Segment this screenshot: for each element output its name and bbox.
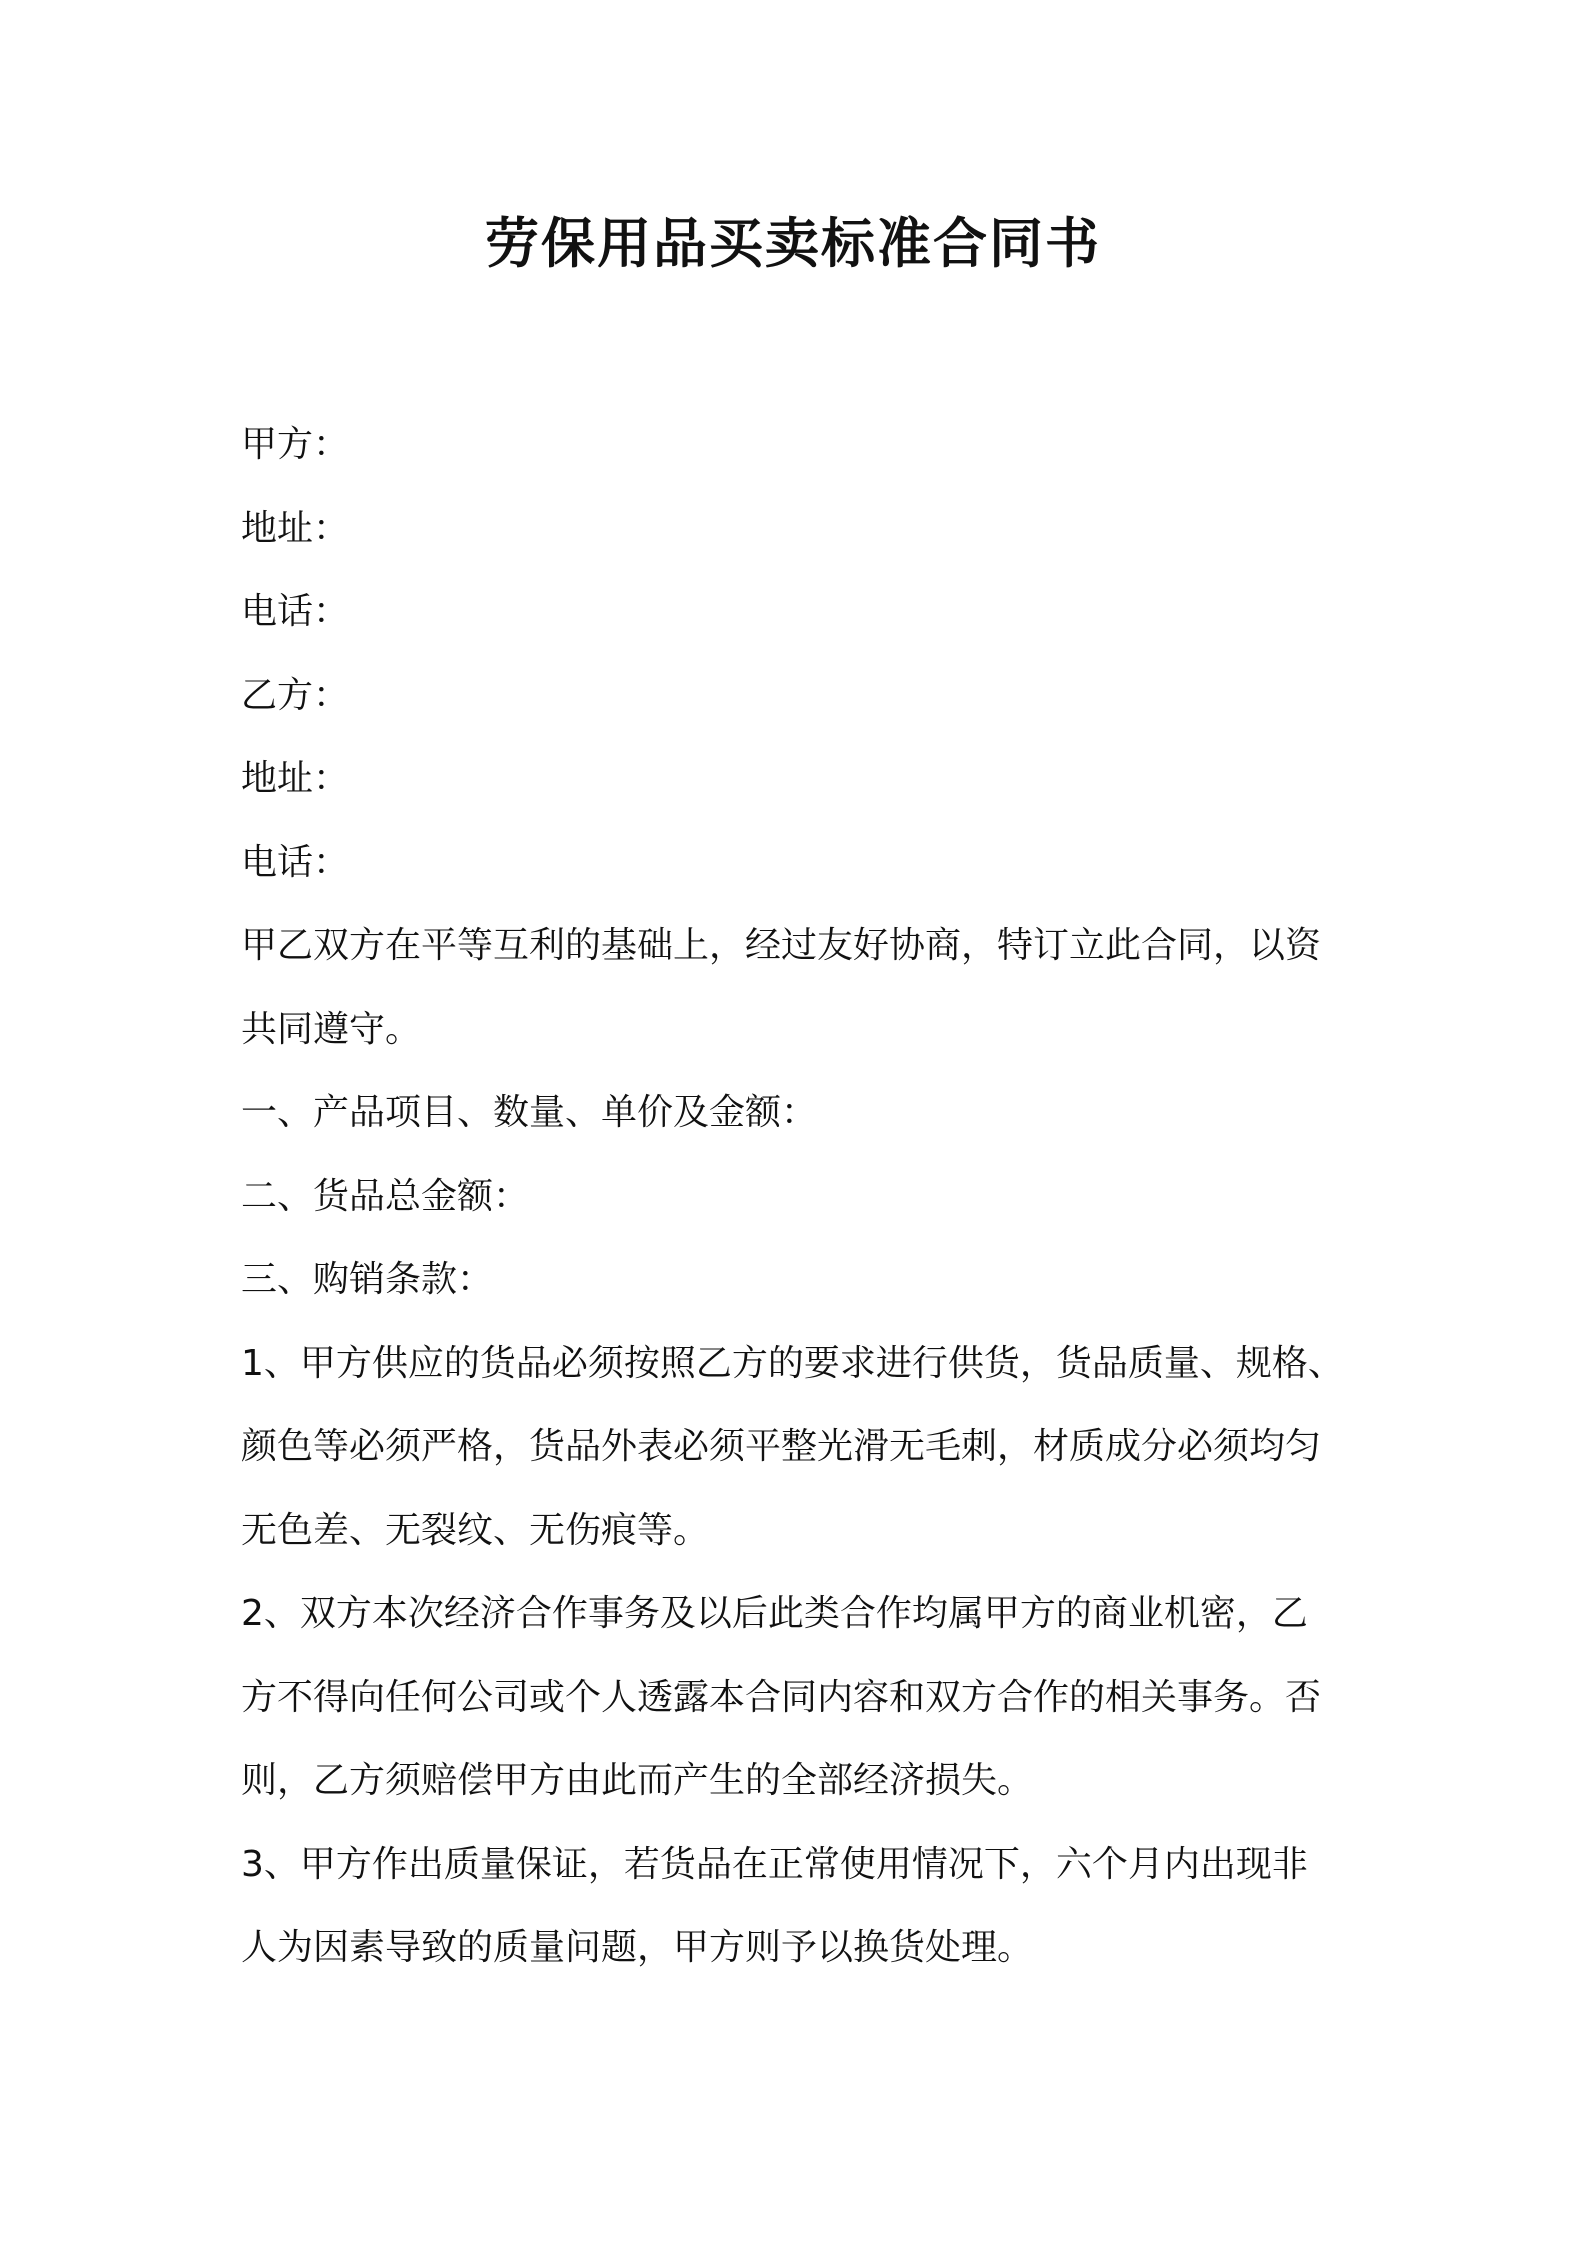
document-title: 劳保用品买卖标准合同书 <box>485 212 1101 275</box>
clause-3-line-2: 人为因素导致的质量问题，甲方则予以换货处理。 <box>241 1927 1034 1968</box>
clause-1-line-2: 颜色等必须严格，货品外表必须平整光滑无毛刺，材质成分必须均匀 <box>241 1426 1322 1467</box>
preamble-line-2: 共同遵守。 <box>241 1008 422 1050</box>
document-body <box>241 403 1371 1990</box>
clause-3-line-1: 3、甲方作出质量保证，若货品在正常使用情况下，六个月内出现非 <box>241 1843 1308 1885</box>
clause-2-line-2: 方不得向任何公司或个人透露本合同内容和双方合作的相关事务。否 <box>241 1676 1322 1718</box>
party-a-label: 甲方： <box>241 424 350 465</box>
preamble-line-1: 甲乙双方在平等互利的基础上，经过友好协商，特订立此合同，以资 <box>241 925 1322 966</box>
clause-1-line-1: 1、甲方供应的货品必须按照乙方的要求进行供货，货品质量、规格、 <box>241 1342 1344 1384</box>
clause-2-line-1: 2、双方本次经济合作事务及以后此类合作均属甲方的商业机密，乙 <box>241 1593 1308 1634</box>
clause-1-line-3: 无色差、无裂纹、无伤痕等。 <box>241 1509 710 1551</box>
party-b-address-label: 地址： <box>241 758 350 799</box>
party-b-phone-label: 电话： <box>241 841 350 883</box>
section-1-heading: 一、产品项目、数量、单价及金额： <box>241 1092 818 1133</box>
clause-2-line-3: 则，乙方须赔偿甲方由此而产生的全部经济损失。 <box>241 1760 1034 1801</box>
party-a-phone-label: 电话： <box>241 591 350 632</box>
section-3-heading: 三、购销条款： <box>241 1259 494 1300</box>
section-2-heading: 二、货品总金额： <box>241 1175 530 1217</box>
party-b-label: 乙方： <box>241 674 350 716</box>
party-a-address-label: 地址： <box>241 507 350 549</box>
